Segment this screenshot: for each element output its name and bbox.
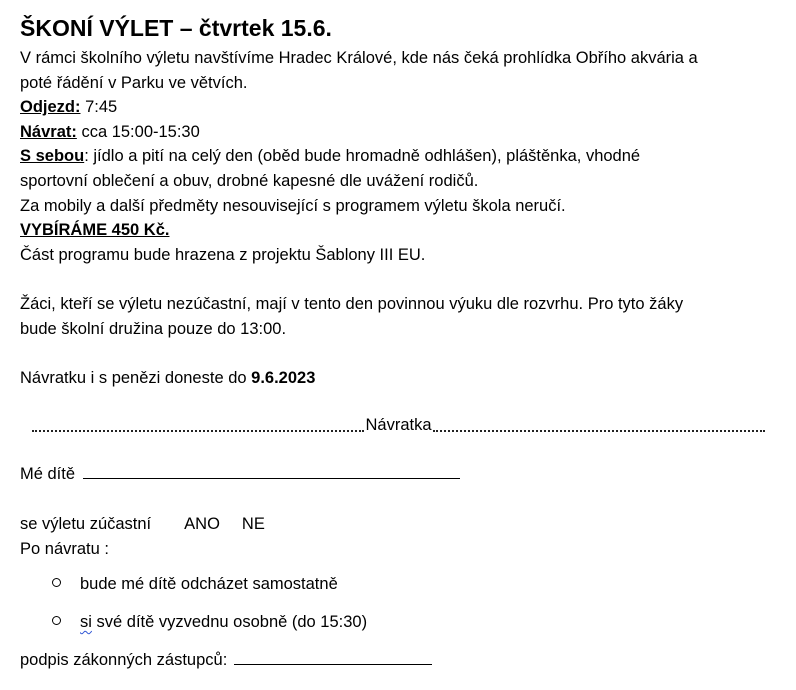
dotted-line-left [32,430,364,432]
collect-amount: VYBÍRÁME 450 Kč. [20,221,170,240]
absent-line-2: bude školní družina pouze do 13:00. [20,319,287,338]
option-pickup-text: své dítě vyzvednu osobně (do 15:30) [91,613,368,631]
no-option[interactable]: NE [241,515,265,533]
child-name-row [20,462,460,486]
departure-value: 7:45 [80,98,118,117]
bring-row [20,144,780,169]
option-self-text: bude mé dítě odcházet samostatně [80,575,338,593]
bring-line-1: : jídlo a pití na celý den (oběd bude hromadně odhlášen), pláštěnka, vhodné [84,147,641,166]
bring-line-2: sportovní oblečení a obuv, drobné kapesné dle uvážení rodičů. [20,171,479,190]
dotted-line-right [433,430,765,432]
child-label: Mé dítě [20,465,76,483]
deadline-date: 9.6.2023 [251,369,316,387]
return-row [20,120,780,145]
intro-line-1: V rámci školního výletu navštívíme Hradec Králové, kde nás čeká prohlídka Obřího akvária a [20,49,698,67]
absent-line-1: Žáci, kteří se výletu nezúčastní, mají v tento den povinnou výuku dle rozvrhu. Pro tyto žáky [20,295,684,313]
participate-label: se výletu zúčastní [20,515,152,533]
deadline-text: Návratku i s penězi doneste do [20,369,252,387]
child-name-field[interactable] [83,462,460,479]
after-return-label: Po návratu : [20,540,109,558]
signature-row [20,648,432,672]
intro-line-2: poté řádění v Parku ve větvích. [20,73,248,92]
circle-bullet-icon[interactable] [52,578,61,587]
departure-row [20,95,780,120]
funding-note: Část programu bude hrazena z projektu Šablony III EU. [20,245,426,264]
signature-field[interactable] [234,648,432,665]
disclaimer: Za mobily a další předměty nesouvisející s programem výletu škola neručí. [20,196,566,215]
return-value: cca 15:00-15:30 [76,122,200,141]
absent-block [20,292,780,341]
signature-label: podpis zákonných zástupců: [20,651,228,669]
yes-option[interactable]: ANO [184,515,220,533]
page-title: ŠKONÍ VÝLET – čtvrtek 15.6. [20,15,332,41]
slip-divider [32,413,765,437]
bring-label: S sebou [20,147,85,166]
option-pickup-row[interactable] [52,610,367,634]
departure-label: Odjezd: [20,98,81,117]
spellcheck-word: si [80,613,92,631]
participation-row [20,512,265,536]
return-label: Návrat: [20,122,77,141]
option-self-row[interactable] [52,572,338,596]
slip-header: Návratka [365,416,432,434]
deadline-row [20,366,315,390]
info-block [20,46,780,267]
circle-bullet-icon[interactable] [52,616,61,625]
